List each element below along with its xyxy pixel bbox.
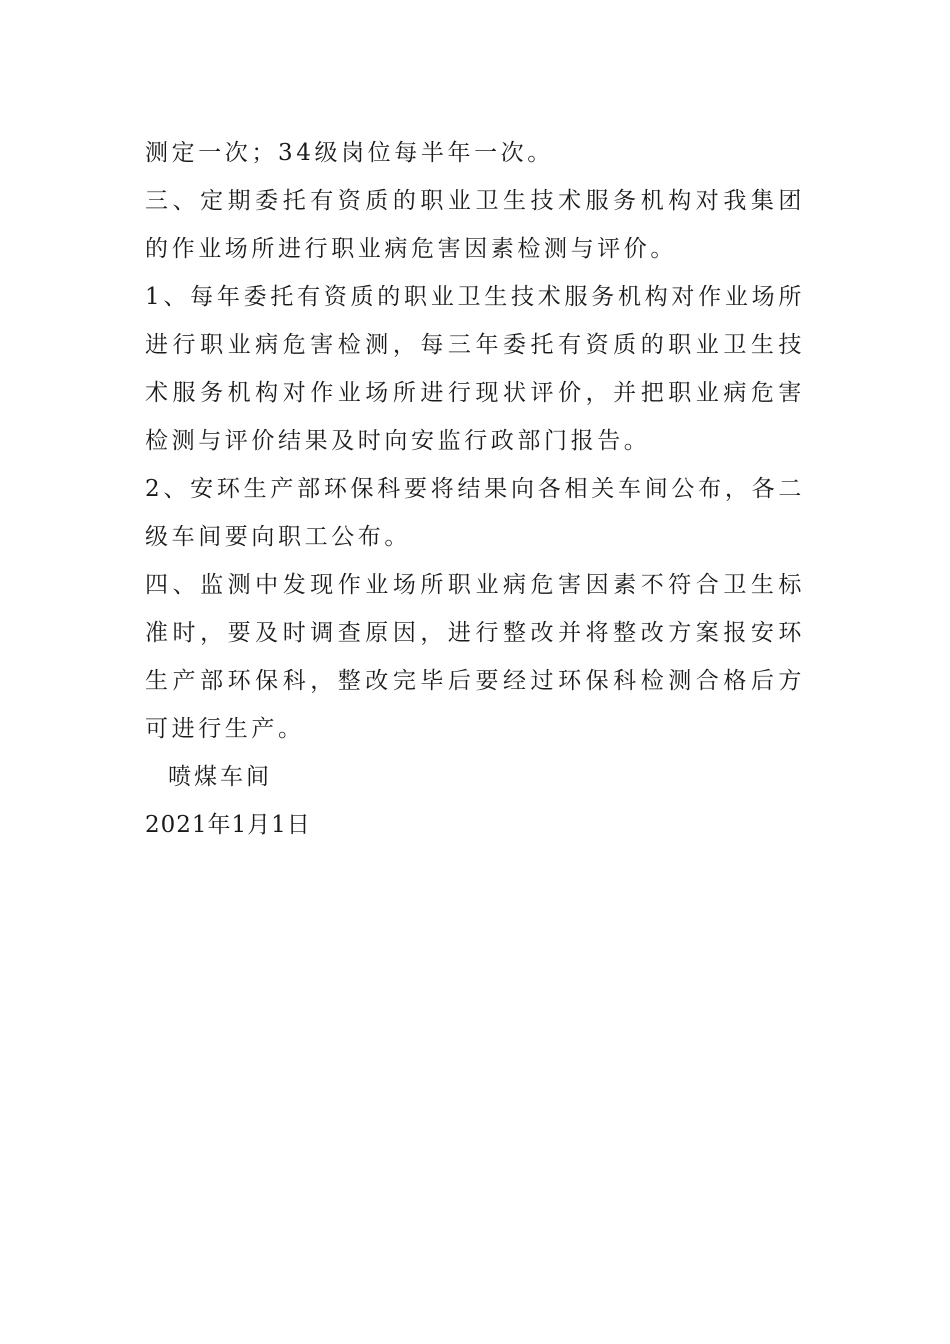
signature-department: 喷煤车间 [168,764,272,790]
paragraph-item-2: 2、安环生产部环保科要将结果向各相关车间公布，各二级车间要向职工公布。 [145,476,805,550]
paragraph-section-three: 三、定期委托有资质的职业卫生技术服务机构对我集团的作业场所进行职业病危害因素检测与评价。 [145,188,805,262]
document-body [145,129,805,849]
paragraph-measurement-frequency: 测定一次；34级岗位每半年一次。 [145,140,554,166]
paragraph-item-1: 1、每年委托有资质的职业卫生技术服务机构对作业场所进行职业病危害检测，每三年委托有资质的职业卫生技术服务机构对作业场所进行现状评价，并把职业病危害检测与评价结果及时向安监行政部门报告。 [145,284,805,454]
paragraph-section-four: 四、监测中发现作业场所职业病危害因素不符合卫生标准时，要及时调查原因，进行整改并将整改方案报安环生产部环保科，整改完毕后要经过环保科检测合格后方可进行生产。 [145,572,805,742]
signature-date: 2021年1月1日 [145,812,311,838]
